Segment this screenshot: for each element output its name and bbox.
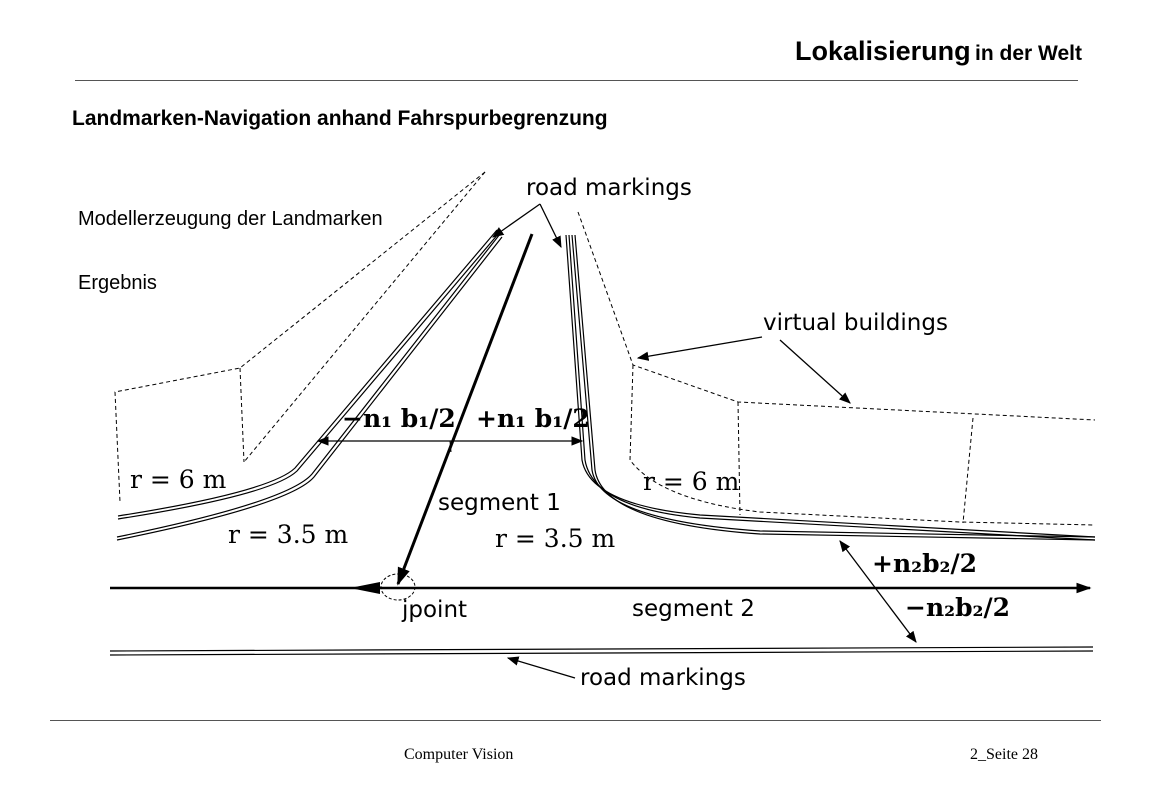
radius-3-5m-right: r = 3.5 m (495, 524, 616, 553)
footer-divider (50, 720, 1101, 721)
radius-6m-left: r = 6 m (130, 465, 227, 494)
segment1-label: segment 1 (438, 490, 561, 516)
road-markings-bottom-label: road markings (580, 665, 746, 691)
footer-page-number: 2_Seite 28 (970, 746, 1038, 763)
bottom-road-marking (110, 647, 1093, 655)
segment2-label: segment 2 (632, 596, 755, 622)
segment2-mid-arrowhead (350, 582, 380, 594)
menu-item-result[interactable]: Ergebnis (78, 272, 157, 294)
footer-course: Computer Vision (404, 746, 514, 763)
minus-n2-label: −n₂b₂/2 (905, 593, 1011, 622)
title-main: Lokalisierung (795, 36, 971, 66)
radius-3-5m-left: r = 3.5 m (228, 520, 349, 549)
virtual-buildings-pointer-right (780, 340, 850, 403)
slide-subtitle: Landmarken-Navigation anhand Fahrspurbegrenzung (72, 107, 608, 130)
radius-6m-right: r = 6 m (643, 467, 740, 496)
jpoint-label: jpoint (402, 597, 468, 623)
virtual-buildings-pointer-left (638, 337, 762, 358)
virtual-buildings-label: virtual buildings (763, 310, 948, 336)
menu-item-model-generation[interactable]: Modellerzeugung der Landmarken (78, 208, 383, 230)
plus-n2-label: +n₂b₂/2 (872, 549, 978, 578)
road-markings-pointer-bottom (508, 658, 575, 678)
title-rest: in der Welt (975, 42, 1082, 65)
minus-n1-label: −n₁ b₁/2 (342, 404, 456, 433)
road-markings-pointer-left (493, 204, 540, 237)
road-markings-pointer-right (540, 204, 561, 247)
plus-n1-label: +n₁ b₁/2 (476, 404, 590, 433)
road-markings-top-label: road markings (526, 175, 692, 201)
